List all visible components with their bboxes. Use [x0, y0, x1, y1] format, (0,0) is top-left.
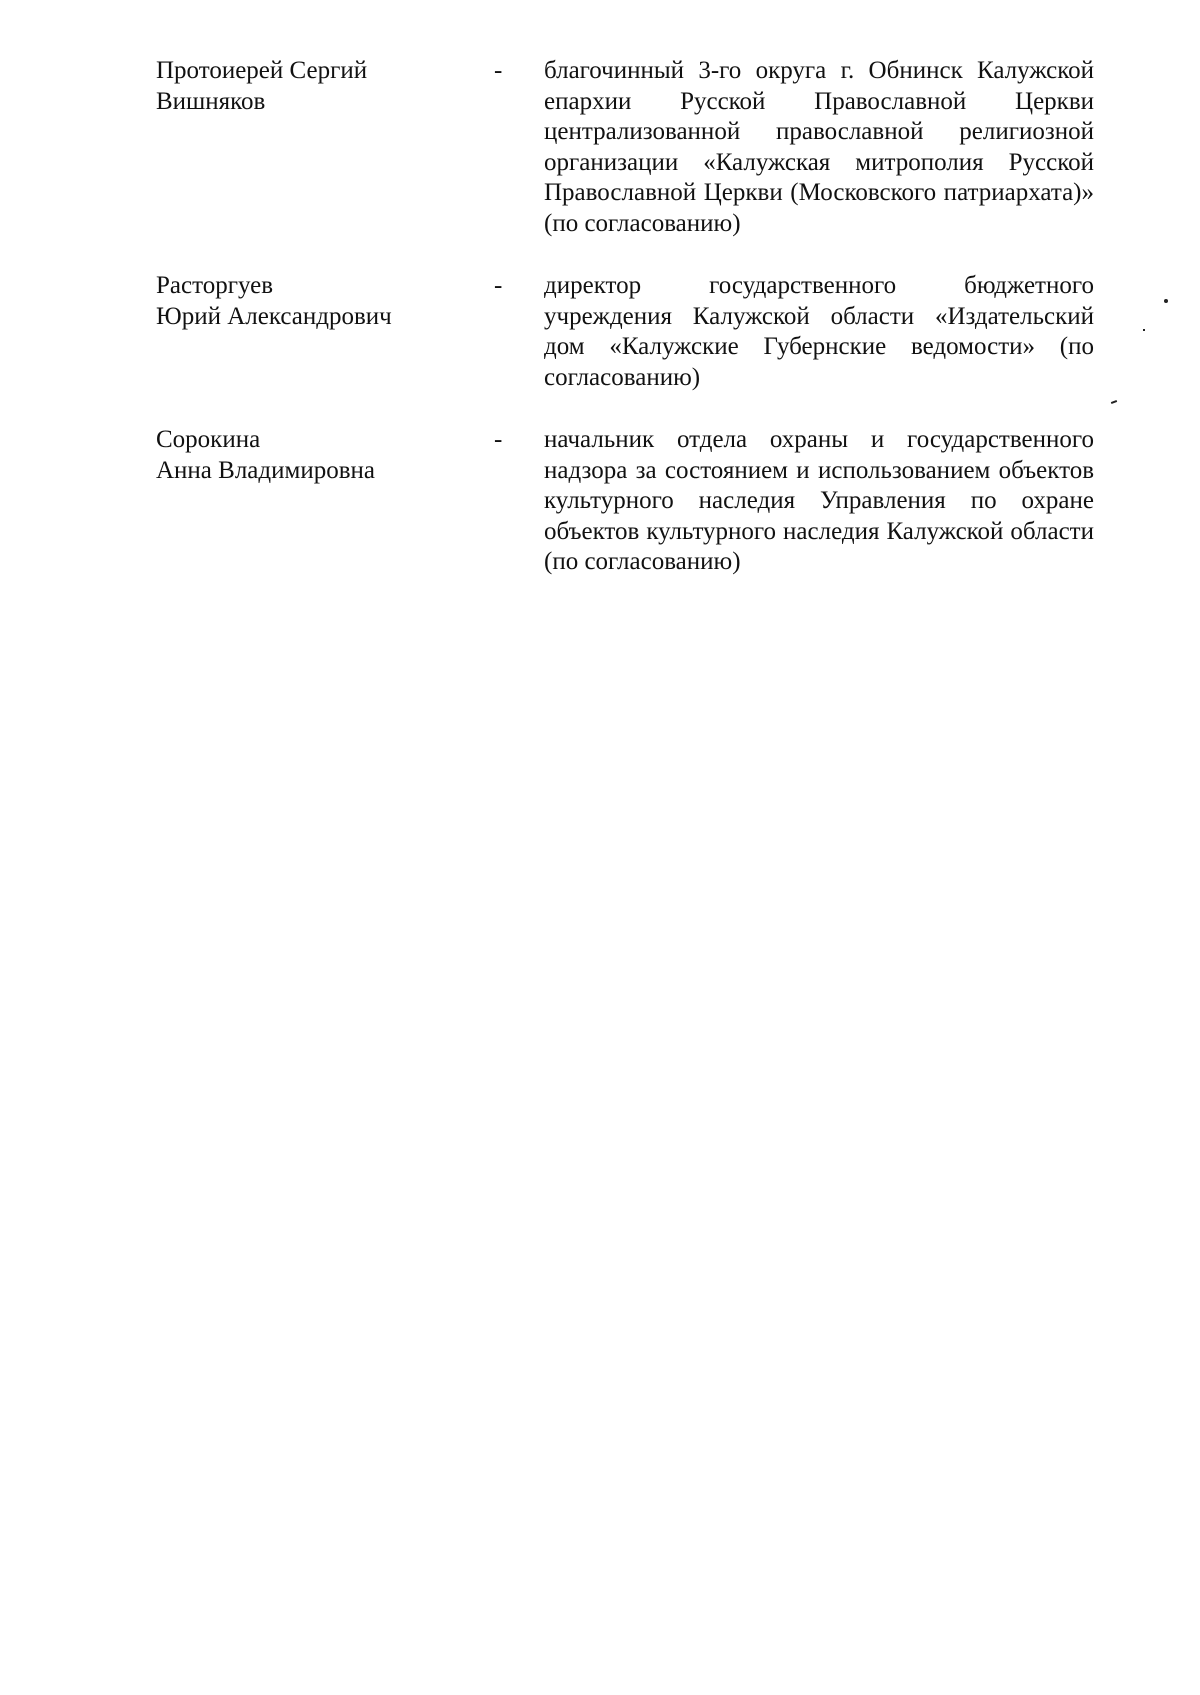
- member-description: директор государственного бюджетного учреждения Калужской области «Издательский дом «Калужские Губернские ведомости» (по согласованию): [544, 272, 1094, 391]
- scan-speck: [1111, 400, 1117, 404]
- member-name-line: Анна Владимировна: [156, 456, 375, 484]
- member-entry: [156, 56, 1096, 239]
- member-name-line: Вишняков: [156, 87, 266, 115]
- member-name-line: Протоиерей Сергий: [156, 57, 368, 84]
- member-name: [156, 425, 494, 486]
- member-name-line: Расторгуев: [156, 272, 274, 299]
- member-name: [156, 56, 494, 117]
- member-name-line: Юрий Александрович: [156, 302, 392, 330]
- member-entry: [156, 425, 1096, 578]
- member-entry: [156, 271, 1096, 393]
- separator-dash: -: [494, 57, 503, 84]
- member-name-line: Сорокина: [156, 426, 261, 453]
- member-description: начальник отдела охраны и государственного надзора за состоянием и использованием объектов культурного наследия Управления по охране объектов культурного наследия Калужской области (по согласованию): [544, 426, 1094, 575]
- separator-dash: -: [494, 426, 503, 453]
- member-name: [156, 271, 494, 332]
- member-list: [156, 56, 1096, 610]
- separator-dash: -: [494, 272, 503, 299]
- member-description: благочинный 3-го округа г. Обнинск Калужской епархии Русской Православной Церкви централизованной православной религиозной организации «Калужская митрополия Русской Православной Церкви (Московского патриархата)» (по согласованию): [544, 57, 1094, 237]
- scan-speck: [1143, 329, 1145, 331]
- scan-speck: [1164, 299, 1168, 303]
